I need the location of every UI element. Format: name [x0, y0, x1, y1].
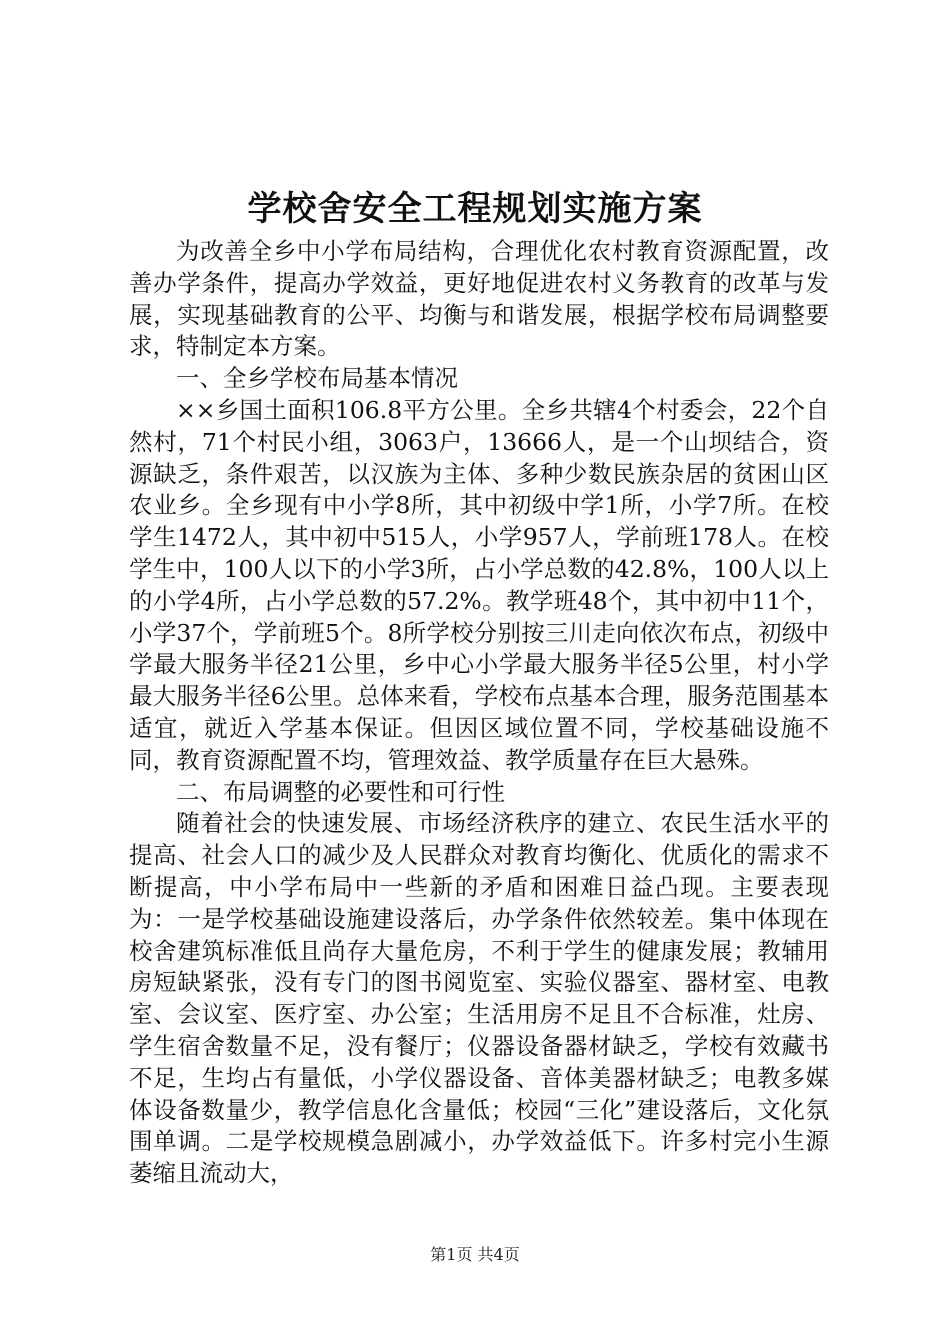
document-body	[129, 236, 829, 1190]
body-paragraph: 为改善全乡中小学布局结构，合理优化农村教育资源配置，改善办学条件，提高办学效益，更好地促进农村义务教育的改革与发展，实现基础教育的公平、均衡与和谐发展，根据学校布局调整要求，特制定本方案。	[129, 237, 829, 361]
body-paragraph: ××乡国土面积106.8平方公里。全乡共辖4个村委会，22个自然村，71个村民小组，3063户，13666人，是一个山坝结合，资源缺乏，条件艰苦，以汉族为主体、多种少数民族杂居的贫困山区农业乡。全乡现有中小学8所，其中初级中学1所，小学7所。在校学生1472人，其中初中515人，小学957人，学前班178人。在校学生中，100人以下的小学3所，占小学总数的42.8%，100人以上的小学4所，占小学总数的57.2%。教学班48个，其中初中11个，小学37个，学前班5个。8所学校分别按三川走向依次布点，初级中学最大服务半径21公里，乡中心小学最大服务半径5公里，村小学最大服务半径6公里。总体来看，学校布点基本合理，服务范围基本适宜，就近入学基本保证。但因区域位置不同，学校基础设施不同，教育资源配置不均，管理效益、教学质量存在巨大悬殊。	[129, 395, 829, 774]
section-heading: 一、全乡学校布局基本情况	[176, 364, 458, 393]
page-number-footer: 第1页 共4页	[430, 1245, 520, 1264]
body-paragraph: 随着社会的快速发展、市场经济秩序的建立、农民生活水平的提高、社会人口的减少及人民群众对教育均衡化、优质化的需求不断提高，中小学布局中一些新的矛盾和困难日益凸现。主要表现为：一是学校基础设施建设落后，办学条件依然较差。集中体现在校舍建筑标准低且尚存大量危房，不利于学生的健康发展；教辅用房短缺紧张，没有专门的图书阅览室、实验仪器室、器材室、电教室、会议室、医疗室、办公室；生活用房不足且不合标准，灶房、学生宿舍数量不足，没有餐厅；仪器设备器材缺乏，学校有效藏书不足，生均占有量低，小学仪器设备、音体美器材缺乏；电教多媒体设备数量少，教学信息化含量低；校园“三化”建设落后，文化氛围单调。二是学校规模急剧减小，办学效益低下。许多村完小生源萎缩且流动大，	[129, 809, 829, 1188]
document-title: 学校舍安全工程规划实施方案	[247, 189, 703, 229]
section-heading: 二、布局调整的必要性和可行性	[176, 777, 505, 806]
